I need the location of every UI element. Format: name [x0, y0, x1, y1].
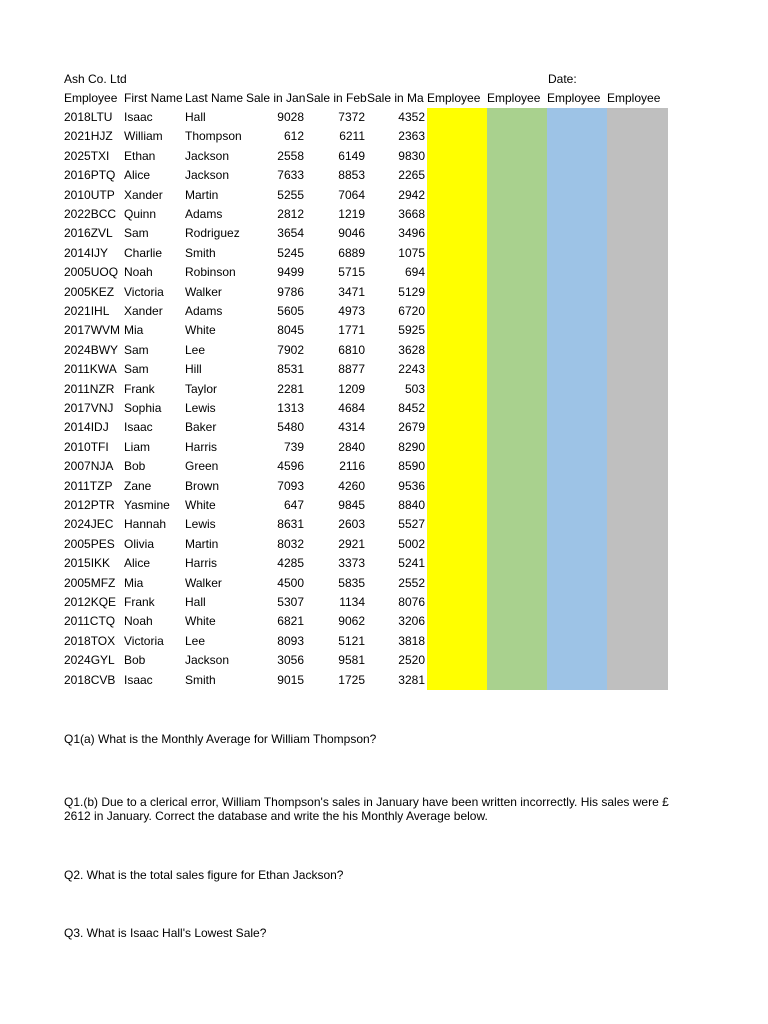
table-cell: 9062: [338, 614, 365, 629]
table-cell: 5255: [277, 187, 304, 202]
table-cell: 2024JEC: [64, 517, 114, 532]
table-cell: 1219: [338, 207, 365, 221]
table-cell: Hannah: [124, 517, 167, 532]
table-cell: Smith: [185, 672, 216, 687]
table-cell: 7902: [277, 342, 304, 357]
table-cell: Walker: [185, 284, 222, 299]
table-cell: Alice: [124, 556, 151, 571]
table-cell: Sam: [124, 226, 149, 241]
table-cell: 2840: [338, 439, 365, 454]
table-cell: 2942: [398, 187, 425, 202]
table-cell: 5245: [277, 245, 304, 260]
table-cell: 2017WVM: [64, 323, 121, 338]
table-cell: 2022BCC: [64, 207, 117, 221]
table-cell: 4500: [277, 575, 304, 590]
table-cell: 694: [404, 265, 425, 280]
table-cell: 7093: [277, 478, 304, 493]
table-cell: Lee: [185, 342, 206, 357]
table-cell: Quinn: [124, 207, 157, 221]
table-cell: 9046: [338, 226, 365, 241]
table-cell: Green: [185, 459, 219, 474]
table-cell: 1075: [398, 245, 425, 260]
table-cell: 2018CVB: [64, 672, 116, 687]
table-cell: 2552: [398, 575, 425, 590]
table-cell: 2005PES: [64, 536, 115, 551]
table-cell: 2603: [338, 517, 365, 532]
table-cell: 9845: [338, 498, 365, 512]
table-cell: 2016ZVL: [64, 226, 113, 241]
table-cell: Baker: [185, 420, 217, 435]
table-cell: Hall: [185, 110, 206, 124]
table-cell: 2243: [398, 362, 425, 377]
date-label: Date:: [548, 72, 577, 86]
table-cell: 503: [404, 381, 425, 396]
table-cell: 2520: [398, 653, 425, 668]
table-cell: Walker: [185, 575, 222, 590]
table-cell: White: [185, 614, 216, 629]
table-cell: Victoria: [124, 633, 164, 648]
table-cell: 2005UOQ: [64, 265, 119, 280]
table-cell: William: [124, 129, 163, 144]
table-cell: 4596: [277, 459, 304, 474]
table-cell: Noah: [124, 265, 153, 280]
table-cell: 2281: [277, 381, 304, 396]
table-cell: 3373: [338, 556, 365, 571]
table-cell: 5835: [338, 575, 365, 590]
table-cell: Sam: [124, 342, 149, 357]
table-cell: 8531: [277, 362, 304, 377]
table-cell: 9028: [277, 110, 304, 124]
column-header: Sale in Feb: [306, 91, 367, 105]
table-cell: 8631: [277, 517, 304, 532]
table-cell: 5121: [338, 633, 365, 648]
column-header: Employee: [487, 91, 541, 105]
table-cell: 2116: [339, 459, 365, 474]
table-cell: Zane: [124, 478, 152, 493]
table-cell: 5129: [398, 284, 425, 299]
table-cell: 5715: [338, 265, 365, 280]
table-cell: Harris: [185, 439, 217, 454]
table-cell: 5480: [277, 420, 304, 435]
table-cell: Robinson: [185, 265, 236, 280]
table-cell: 2021IHL: [64, 304, 110, 318]
table-cell: Harris: [185, 556, 217, 571]
table-cell: 5605: [277, 304, 304, 318]
employee-column-band-2: [487, 108, 547, 690]
table-cell: 8853: [338, 168, 365, 183]
table-cell: Brown: [185, 478, 220, 493]
table-cell: 6149: [338, 148, 365, 163]
table-cell: 2010UTP: [64, 187, 115, 202]
table-cell: 8452: [398, 401, 425, 415]
table-cell: Bob: [124, 459, 146, 474]
table-cell: Lee: [185, 633, 206, 648]
question-1a: Q1(a) What is the Monthly Average for William Thompson?: [64, 732, 377, 746]
table-cell: 9499: [277, 265, 304, 280]
table-cell: Xander: [124, 304, 163, 318]
table-cell: Charlie: [124, 245, 163, 260]
table-cell: 2025TXI: [64, 148, 110, 163]
table-cell: 4352: [398, 110, 425, 124]
employee-column-band-3: [547, 108, 607, 690]
table-cell: 6810: [338, 342, 365, 357]
table-cell: Thompson: [185, 129, 242, 144]
table-cell: Taylor: [185, 381, 218, 396]
table-cell: 2014IDJ: [64, 420, 109, 435]
table-cell: White: [185, 323, 216, 338]
table-cell: 8590: [398, 459, 425, 474]
table-cell: Martin: [185, 187, 219, 202]
table-cell: Isaac: [124, 420, 153, 435]
table-cell: 4684: [338, 401, 365, 415]
table-cell: 5307: [277, 595, 304, 609]
table-cell: 2016PTQ: [64, 168, 116, 183]
table-cell: 2679: [398, 420, 425, 435]
table-cell: 2005KEZ: [64, 284, 115, 299]
table-cell: 9015: [277, 672, 304, 687]
table-cell: Jackson: [185, 168, 230, 183]
table-cell: 2558: [277, 148, 304, 163]
table-cell: 2017VNJ: [64, 401, 114, 415]
table-cell: 6720: [398, 304, 425, 318]
table-cell: 1725: [338, 672, 365, 687]
table-cell: Adams: [185, 207, 223, 221]
table-cell: Ethan: [124, 148, 156, 163]
employee-column-band-1: [427, 108, 487, 690]
table-cell: 1134: [339, 595, 365, 609]
table-cell: 2012KQE: [64, 595, 117, 609]
table-cell: 9786: [277, 284, 304, 299]
table-cell: 3654: [277, 226, 304, 241]
table-cell: 2024GYL: [64, 653, 115, 668]
question-1b: Q1.(b) Due to a clerical error, William Thompson's sales in January have been written incorrectly. His sales were £ 2612 in January. Correct the database and write the his Monthly Average below.: [64, 795, 669, 823]
table-cell: Liam: [124, 439, 151, 454]
table-cell: 1313: [277, 401, 304, 415]
table-cell: 2812: [277, 207, 304, 221]
table-cell: Olivia: [124, 536, 155, 551]
table-cell: 7064: [338, 187, 365, 202]
table-cell: 3818: [398, 633, 425, 648]
table-cell: Hall: [185, 595, 206, 609]
table-cell: Smith: [185, 245, 216, 260]
table-cell: 8045: [277, 323, 304, 338]
table-cell: 2024BWY: [64, 342, 119, 357]
column-header: Employee: [547, 91, 601, 105]
company-name: Ash Co. Ltd: [64, 72, 127, 86]
table-cell: 5241: [398, 556, 425, 571]
employee-column-band-4: [607, 108, 668, 690]
table-cell: Frank: [124, 381, 155, 396]
table-cell: 3668: [398, 207, 425, 221]
table-cell: 6821: [277, 614, 304, 629]
table-cell: 8093: [277, 633, 304, 648]
table-cell: 4314: [338, 420, 365, 435]
table-cell: Victoria: [124, 284, 164, 299]
table-cell: Martin: [185, 536, 219, 551]
column-header: Employee: [427, 91, 481, 105]
table-cell: 5002: [398, 536, 425, 551]
table-cell: 8290: [398, 439, 425, 454]
table-cell: 1771: [338, 323, 365, 338]
table-cell: 9536: [398, 478, 425, 493]
table-cell: 2921: [338, 536, 365, 551]
table-cell: 2011TZP: [64, 478, 113, 493]
table-cell: 2018LTU: [64, 110, 113, 124]
table-cell: 2015IKK: [64, 556, 111, 571]
table-cell: 3496: [398, 226, 425, 241]
table-cell: Isaac: [124, 110, 153, 124]
table-cell: 2011KWA: [64, 362, 117, 377]
column-header: Last Name: [185, 91, 244, 105]
table-cell: 739: [283, 439, 304, 454]
column-header: Sale in Jan: [246, 91, 306, 105]
table-cell: Noah: [124, 614, 153, 629]
table-cell: 2011CTQ: [64, 614, 116, 629]
table-cell: Rodriguez: [185, 226, 240, 241]
table-cell: White: [185, 498, 216, 512]
table-cell: 6211: [339, 129, 365, 144]
question-2: Q2. What is the total sales figure for Ethan Jackson?: [64, 868, 344, 882]
table-cell: Lewis: [185, 401, 216, 415]
table-cell: Adams: [185, 304, 223, 318]
column-header: Employee: [64, 91, 118, 105]
table-cell: Isaac: [124, 672, 153, 687]
table-cell: 9581: [338, 653, 365, 668]
table-cell: 3056: [277, 653, 304, 668]
table-cell: 2011NZR: [64, 381, 115, 396]
table-cell: Lewis: [185, 517, 216, 532]
table-cell: Sam: [124, 362, 149, 377]
table-cell: Jackson: [185, 148, 230, 163]
table-cell: 2363: [398, 129, 425, 144]
table-cell: 1209: [338, 381, 365, 396]
table-cell: 2021HJZ: [64, 129, 113, 144]
column-header: First Name: [124, 91, 183, 105]
table-cell: 2265: [398, 168, 425, 183]
table-cell: 5925: [398, 323, 425, 338]
table-cell: 9830: [398, 148, 425, 163]
table-cell: Sophia: [124, 401, 162, 415]
table-cell: 4260: [338, 478, 365, 493]
table-cell: 647: [283, 498, 304, 512]
table-cell: Jackson: [185, 653, 230, 668]
table-cell: 3628: [398, 342, 425, 357]
table-cell: Bob: [124, 653, 146, 668]
table-cell: 7633: [277, 168, 304, 183]
table-cell: Alice: [124, 168, 151, 183]
table-cell: 3206: [398, 614, 425, 629]
table-cell: Mia: [124, 323, 144, 338]
table-cell: 6889: [338, 245, 365, 260]
table-cell: 2018TOX: [64, 633, 116, 648]
column-header: Sale in Ma: [367, 91, 424, 105]
table-cell: 4973: [338, 304, 365, 318]
table-cell: Xander: [124, 187, 163, 202]
table-cell: 8076: [398, 595, 425, 609]
table-cell: 2010TFI: [64, 439, 109, 454]
table-cell: 5527: [398, 517, 425, 532]
table-cell: 8877: [338, 362, 365, 377]
table-cell: Yasmine: [124, 498, 170, 512]
table-cell: 2012PTR: [64, 498, 115, 512]
table-cell: 8840: [398, 498, 425, 512]
table-cell: 3281: [398, 672, 425, 687]
table-cell: 2005MFZ: [64, 575, 116, 590]
column-header: Employee: [607, 91, 661, 105]
table-cell: 2007NJA: [64, 459, 114, 474]
table-cell: 4285: [277, 556, 304, 571]
table-cell: Hill: [185, 362, 202, 377]
table-cell: 7372: [338, 110, 365, 124]
question-3: Q3. What is Isaac Hall's Lowest Sale?: [64, 926, 267, 940]
table-cell: Mia: [124, 575, 144, 590]
table-cell: 8032: [277, 536, 304, 551]
table-cell: 612: [283, 129, 304, 144]
table-cell: Frank: [124, 595, 155, 609]
table-cell: 3471: [338, 284, 365, 299]
table-cell: 2014IJY: [64, 245, 109, 260]
